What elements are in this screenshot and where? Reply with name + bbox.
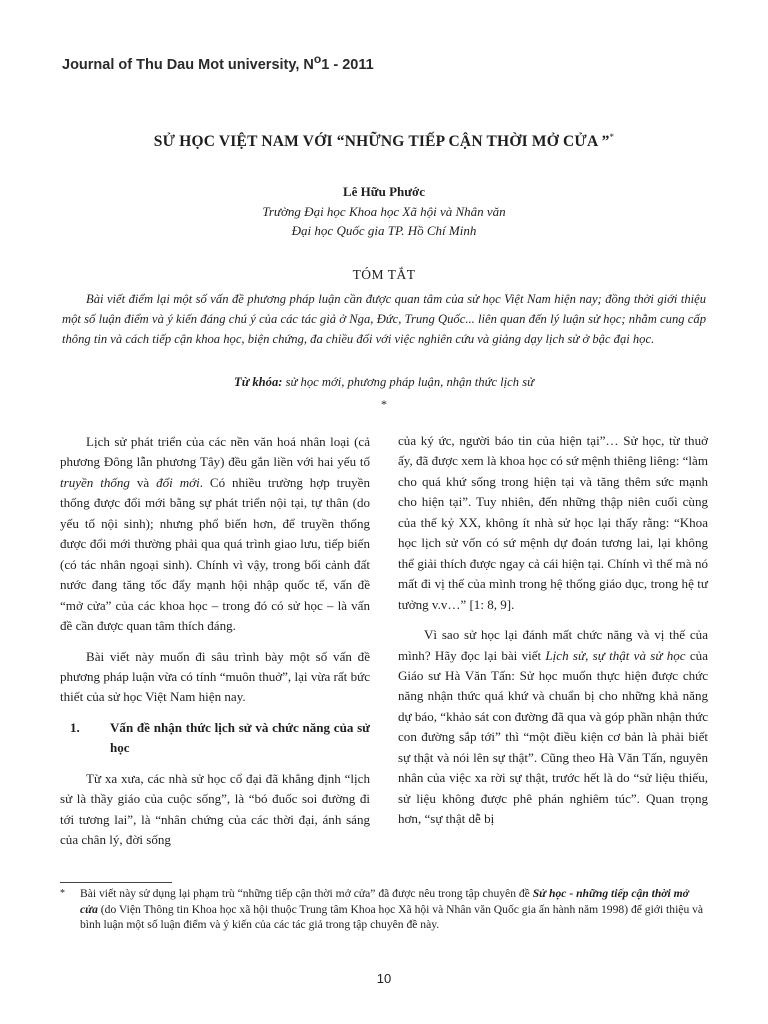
page-number: 10	[376, 971, 392, 986]
body-right-column	[398, 431, 708, 840]
section-separator: *	[381, 397, 387, 411]
body-paragraph: của ký ức, người báo tin của hiện tại”… Sử học, từ thuở ấy, đã được xem là khoa học có sứ mệnh thiêng liêng: “làm cho quá khứ sống trong hiện tại và tăng thêm sức mạnh cho hiện tại”. Tuy nhiên, đến những thập niên cuối cùng của thế kỷ XX, không ít nhà sử học lại thấy rằng: “Khoa học lịch sử vốn có sứ mệnh dự đoán tương lai, lại không thể giải thích được ngay cả cái hiện tại. Chính vì thế mà nó mất đi vị thế của mình trong hệ thống giáo dục, trong hệ tư tưởng v.v…” [1: 8, 9].	[398, 433, 708, 612]
author-affiliation-2: Đại học Quốc gia TP. Hồ Chí Minh	[291, 223, 477, 238]
footnote: * Bài viết này sử dụng lại phạm trù “những tiếp cận thời mở cửa” đã được nêu trong tập chuyên đề Sử học - những tiếp cận thời mở cửa (do Viện Thông tin Khoa học xã hội thuộc Trung tâm Khoa học Xã hội và Nhân văn Quốc gia ấn hành năm 1998) để giới thiệu và bình luận một số luận điểm và ý kiến của các tác giả trong tập chuyên đề này.	[60, 887, 704, 932]
body-paragraph: Bài viết này muốn đi sâu trình bày một số vấn đề phương pháp luận vừa có tính “muôn thuở”, lại vừa rất bức thiết của sử học Việt Nam hiện nay.	[60, 648, 370, 705]
article-title: SỬ HỌC VIỆT NAM VỚI “NHỮNG TIẾP CẬN THỜI MỞ CỬA ”*	[153, 132, 615, 151]
body-left-column	[60, 432, 370, 861]
footnote-mark: *	[60, 888, 65, 899]
abstract-text: Bài viết điểm lại một số vấn đề phương pháp luận cần được quan tâm của sử học Việt Nam hiện nay; đồng thời giới thiệu một số luận điểm và ý kiến đáng chú ý của các tác giả ở Nga, Đức, Trung Quốc... liên quan đến lý luận sử học; nhằm cung cấp thông tin và cách tiếp cận khoa học, biện chứng, đa chiều đối với việc nghiên cứu và giảng dạy lịch sử ở bậc đại học.	[62, 292, 706, 346]
title-footnote-mark: *	[609, 132, 615, 142]
footnote-rule	[60, 882, 172, 883]
abstract-heading: TÓM TẮT	[352, 267, 416, 282]
keywords-label: Từ khóa:	[234, 375, 283, 389]
section-heading: 1. Vấn đề nhận thức lịch sử và chức năng của sử học	[70, 719, 370, 756]
body-paragraph: Vì sao sử học lại đánh mất chức năng và vị thế của mình? Hãy đọc lại bài viết Lịch sử, sự thật và sử học của Giáo sư Hà Văn Tấn: Sử học muốn thực hiện được chức năng nhận thức quá khứ và chuẩn bị cho những khả năng dự báo, “khảo sát con đường đã qua và góp phần nhận thức con đường sắp tới” thì “một điều kiện cơ bản là phải biết sự thật và nói lên sự thật”. Cũng theo Hà Văn Tấn, nguyên nhân của việc xa rời sự thật, trước hết là do “sử liệu thiếu, sử liệu không được phê phán nghiêm túc”. Quan trọng hơn, “sự thật dễ bị	[398, 627, 708, 827]
author-name: Lê Hữu Phước	[342, 184, 426, 199]
keywords-list: sử học mới, phương pháp luận, nhận thức lịch sử	[282, 375, 534, 389]
journal-header: Journal of Thu Dau Mot university, $N^o1 - 2011$	[62, 52, 374, 73]
keywords-line	[0, 375, 768, 390]
journal-number-sup: o	[313, 52, 322, 66]
body-paragraph: Từ xa xưa, các nhà sử học cổ đại đã khẳng định “lịch sử là thầy giáo của cuộc sống”, là “bó đuốc soi đường đi tới tương lai”, là “nhân chứng của các thời đại, ánh sáng của chân lý, đời sống	[60, 770, 370, 848]
body-paragraph: Lịch sử phát triển của các nền văn hoá nhân loại (cả phương Đông lẫn phương Tây) đều gắn liền với hai yếu tố truyền thống và đổi mới. Có nhiều trường hợp truyền thống được đổi mới bằng sự phát triển nội tại, tự thân (do yếu tố nội sinh); nhưng phổ biến hơn, để truyền thống được đổi mới thường phải qua quá trình giao lưu, tiếp biến (có tác nhân ngoại sinh). Chính vì vậy, trong bối cảnh đất nước đang tăng tốc đẩy mạnh hội nhập quốc tế, vấn đề “mở cửa” của các khoa học – trong đó có sử học – là vấn đề cần được quan tâm thích đáng.	[60, 434, 370, 634]
author-affiliation-1: Trường Đại học Khoa học Xã hội và Nhân văn	[262, 204, 506, 219]
